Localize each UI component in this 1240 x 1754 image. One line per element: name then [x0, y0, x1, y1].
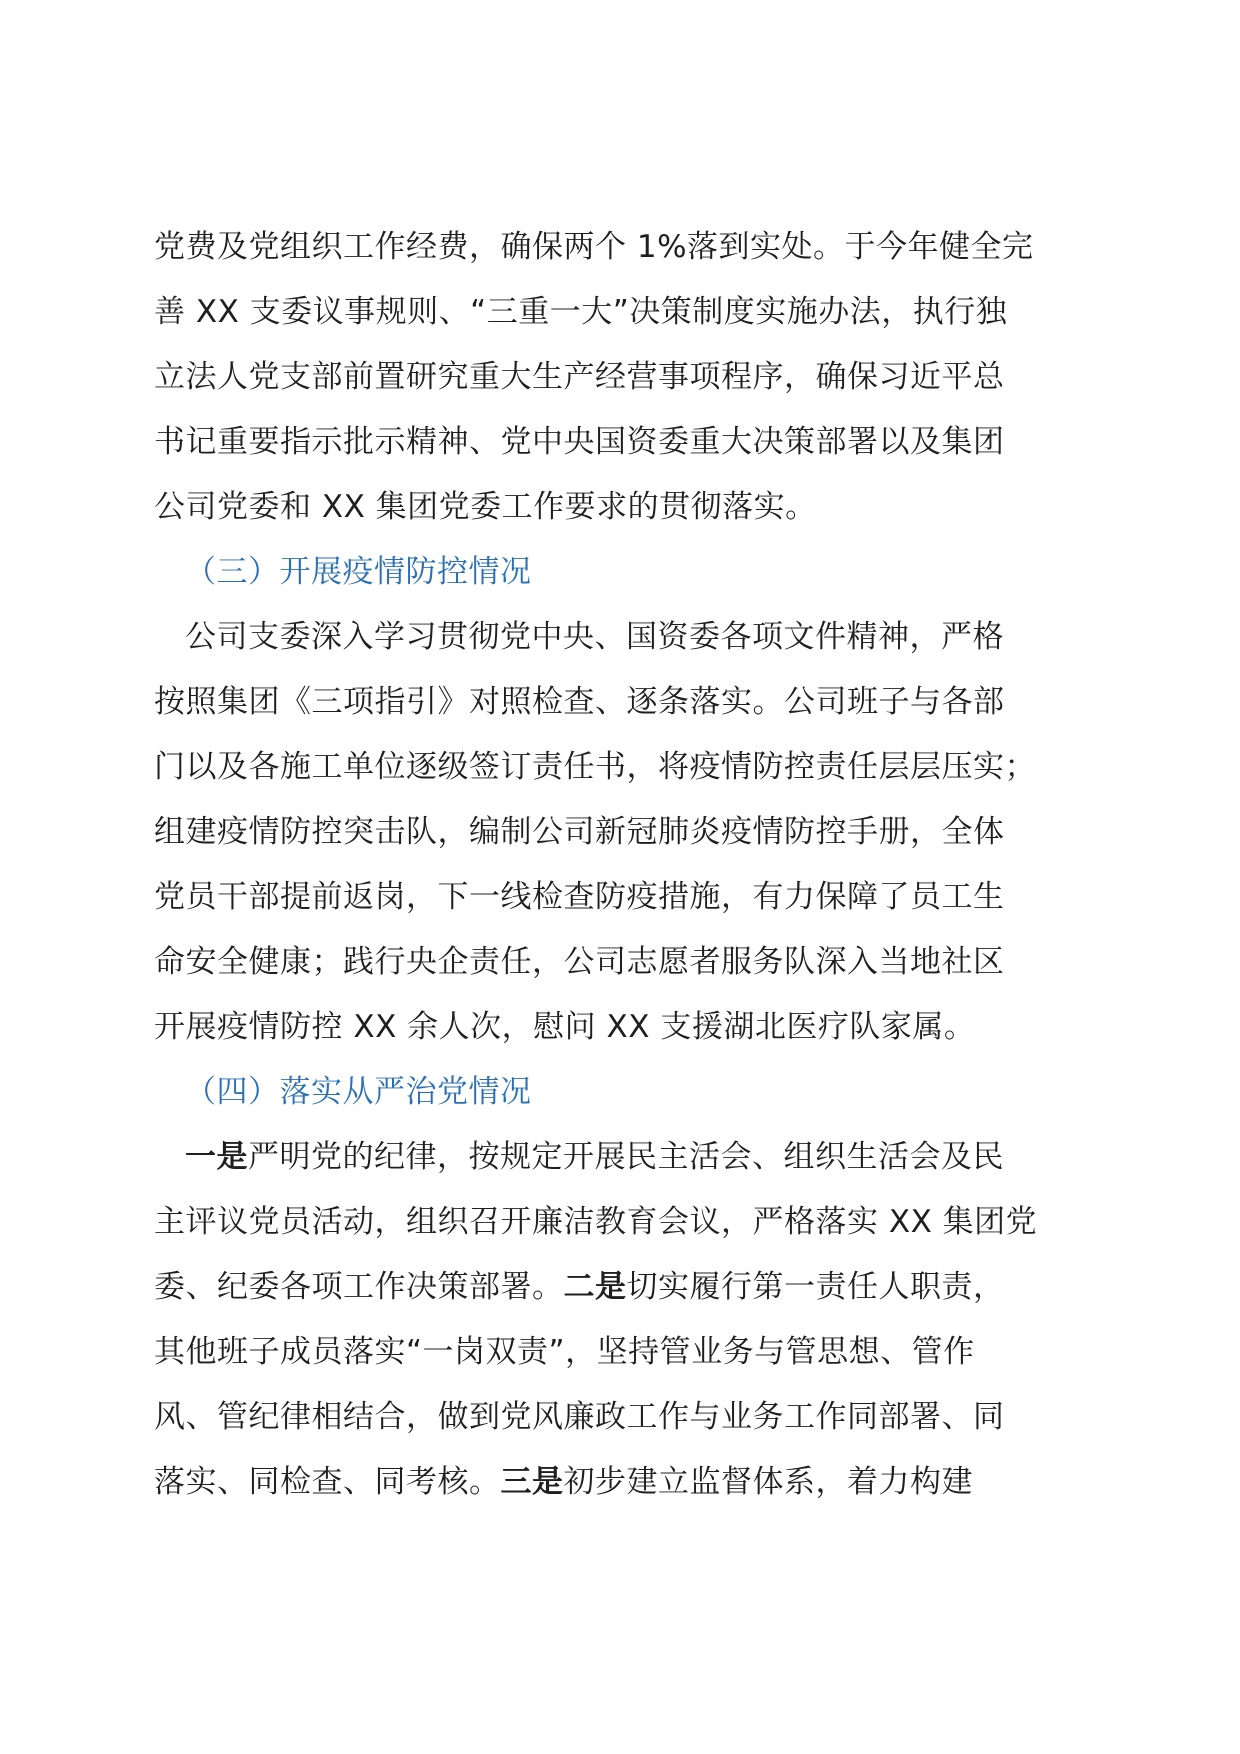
paragraph-line: 公司支委深入学习贯彻党中央、国资委各项文件精神，严格 [185, 619, 1004, 655]
paragraph-line: 党费及党组织工作经费，确保两个 1%落到实处。于今年健全完 [154, 229, 1034, 265]
paragraph-line: 书记重要指示批示精神、党中央国资委重大决策部署以及集团 [154, 424, 1005, 460]
paragraph-text: 委、纪委各项工作决策部署。 [154, 1269, 564, 1305]
paragraph-line: 公司党委和 XX 集团党委工作要求的贯彻落实。 [154, 489, 817, 525]
emphasis-third: 三是 [500, 1464, 564, 1500]
paragraph-line: 其他班子成员落实“一岗双责”，坚持管业务与管思想、管作 [154, 1334, 975, 1370]
paragraph-text: 初步建立监督体系，着力构建 [563, 1464, 973, 1500]
paragraph-line [154, 1255, 1094, 1320]
paragraph-line: 门以及各施工单位逐级签订责任书，将疫情防控责任层层压实； [154, 749, 1036, 785]
paragraph-strict-governance [154, 1125, 1094, 1515]
paragraph-line: 党员干部提前返岗，下一线检查防疫措施，有力保障了员工生 [154, 879, 1005, 915]
paragraph-party-funds [154, 215, 1094, 540]
paragraph-line: 按照集团《三项指引》对照检查、逐条落实。公司班子与各部 [154, 684, 1005, 720]
paragraph-text: 切实履行第一责任人职责， [626, 1269, 1005, 1305]
paragraph-line [154, 1450, 1094, 1515]
paragraph-line: 主评议党员活动，组织召开廉洁教育会议，严格落实 XX 集团党 [154, 1204, 1038, 1240]
section-heading-strict-governance: （四）落实从严治党情况 [185, 1074, 532, 1110]
emphasis-first: 一是 [185, 1139, 248, 1175]
paragraph-line: 立法人党支部前置研究重大生产经营事项程序，确保习近平总 [154, 359, 1005, 395]
paragraph-line: 开展疫情防控 XX 余人次，慰问 XX 支援湖北医疗队家属。 [154, 1009, 976, 1045]
paragraph-line: 命安全健康；践行央企责任，公司志愿者服务队深入当地社区 [154, 944, 1005, 980]
paragraph-text: 落实、同检查、同考核。 [154, 1464, 501, 1500]
paragraph-line: 善 XX 支委议事规则、“三重一大”决策制度实施办法，执行独 [154, 294, 1008, 330]
paragraph-line: 风、管纪律相结合，做到党风廉政工作与业务工作同部署、同 [154, 1399, 1005, 1435]
paragraph-line [154, 1125, 1094, 1190]
paragraph-text: 严明党的纪律，按规定开展民主活会、组织生活会及民 [248, 1139, 1004, 1175]
emphasis-second: 二是 [563, 1269, 627, 1305]
document-body [154, 215, 1094, 1515]
paragraph-line: 组建疫情防控突击队，编制公司新冠肺炎疫情防控手册，全体 [154, 814, 1005, 850]
section-heading-epidemic-control: （三）开展疫情防控情况 [185, 554, 532, 590]
paragraph-epidemic-control [154, 605, 1094, 1060]
